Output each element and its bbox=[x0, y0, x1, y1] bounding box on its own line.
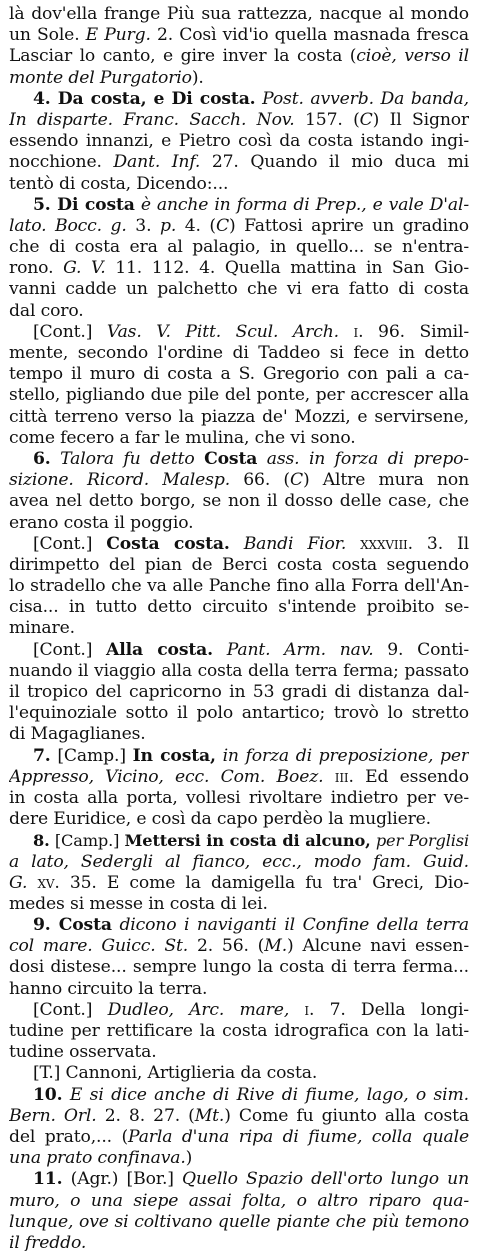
text-line bbox=[9, 491, 469, 512]
text-run: E si dice anche di Rive di fiume, lago, o sim. bbox=[69, 1084, 469, 1105]
text-run: lato. Bocc. g. bbox=[9, 215, 127, 236]
text-run: mente, secondo l'ordine di Taddeo si fece in detto bbox=[9, 343, 469, 363]
text-line bbox=[9, 1191, 469, 1212]
text-line bbox=[9, 513, 469, 534]
text-line bbox=[9, 89, 469, 110]
text-run: col mare. Guicc. St. bbox=[9, 936, 189, 957]
text-run: 11. 112. 4. Quella mattina in San Gio- bbox=[105, 258, 469, 279]
text-run: i. bbox=[304, 999, 315, 1020]
text-line bbox=[9, 597, 469, 618]
text-run: sizione. Ricord. Malesp. bbox=[9, 470, 231, 491]
text-run: una prato confinava. bbox=[9, 1148, 186, 1169]
text-run: 9. Conti- bbox=[373, 639, 469, 660]
text-run: dicono i naviganti il Confine della terra bbox=[119, 915, 469, 936]
text-run: erano costa il poggio. bbox=[9, 512, 194, 533]
text-run: 27. Quando il mio duca mi bbox=[200, 152, 469, 173]
text-run bbox=[213, 640, 227, 660]
text-line bbox=[9, 407, 469, 428]
text-run: In disparte. Franc. Sacch. Nov. bbox=[9, 109, 295, 130]
text-run bbox=[257, 449, 266, 469]
text-run: Ed essendo bbox=[353, 766, 469, 787]
text-run bbox=[230, 534, 244, 554]
text-run: tudine osservata. bbox=[9, 1042, 157, 1063]
text-line bbox=[9, 237, 469, 258]
text-run: 4. ( bbox=[176, 215, 216, 236]
text-line bbox=[9, 767, 469, 788]
text-run bbox=[195, 449, 204, 469]
text-run bbox=[346, 534, 360, 554]
text-run: in costa alla porta, vollesi rivoltare indietro per ve- bbox=[9, 787, 469, 808]
text-run: 2. 8. 27. ( bbox=[96, 1105, 195, 1126]
text-line bbox=[9, 979, 469, 1000]
text-run: dirimpetto del pian de Berci costa costa seguendo bbox=[9, 554, 469, 575]
text-run: 6. bbox=[33, 448, 51, 469]
text-line bbox=[9, 258, 469, 279]
text-run: dere Euridice, e così da capo perdèo la mugliere. bbox=[9, 809, 431, 830]
text-run: 2. Così vid'io quella masnada fresca bbox=[150, 25, 469, 46]
text-run: tempo il muro di costa a S. Gregorio con pali a ca- bbox=[9, 364, 469, 385]
text-run: cisa... in tutto detto circuito s'intende proibito se- bbox=[9, 597, 469, 618]
text-run: 35. E come la damigella fu tra' Greci, Dio- bbox=[59, 872, 469, 893]
text-run: 7. Della longi- bbox=[314, 999, 469, 1020]
text-line bbox=[9, 343, 469, 364]
text-line bbox=[9, 4, 469, 25]
text-line bbox=[9, 68, 469, 89]
text-run: l'equinoziale sotto il polo antartico; trovò lo stretto bbox=[9, 703, 469, 724]
text-run: 8. bbox=[33, 831, 50, 851]
text-run: 66. ( bbox=[230, 470, 290, 491]
text-run: Costa costa. bbox=[106, 533, 230, 554]
text-run: di Magaglianes. bbox=[9, 724, 146, 745]
text-line bbox=[9, 385, 469, 406]
text-run: Mt. bbox=[194, 1105, 225, 1126]
text-run: iii. bbox=[334, 766, 354, 787]
text-run: ass. in forza di prepo- bbox=[266, 448, 469, 469]
text-run: 7. bbox=[33, 745, 51, 766]
text-run: 96. Simil- bbox=[363, 321, 469, 342]
text-line bbox=[9, 1233, 469, 1251]
text-run: (Agr.) [Bor.] bbox=[62, 1169, 183, 1190]
text-line bbox=[9, 724, 469, 745]
text-run: ) Alcune navi essen- bbox=[287, 936, 469, 957]
text-run: in forza di preposizione, per bbox=[222, 745, 469, 766]
text-run: Dant. Inf. bbox=[113, 152, 201, 173]
text-line bbox=[9, 576, 469, 597]
text-run: muro, o una siepe assai folta, o altro riparo qua- bbox=[9, 1190, 469, 1211]
text-run: 9. Costa bbox=[33, 915, 112, 936]
text-line bbox=[9, 1148, 469, 1169]
text-run bbox=[323, 767, 334, 787]
text-line bbox=[9, 661, 469, 682]
text-run: Talora fu detto bbox=[60, 448, 195, 469]
text-run: vanni cadde un palchetto che vi era fatto di costa bbox=[9, 279, 469, 300]
text-line bbox=[9, 1212, 469, 1233]
text-run: cioè, verso il bbox=[356, 46, 469, 67]
text-run: lunque, ove si coltivano quelle piante che più temono bbox=[9, 1211, 469, 1232]
text-run: ) Il Signor bbox=[372, 109, 469, 130]
text-run: ) bbox=[185, 1148, 193, 1169]
text-run: nuando il viaggio alla costa della terra ferma; passato bbox=[9, 660, 469, 681]
text-line bbox=[9, 555, 469, 576]
text-line bbox=[9, 152, 469, 173]
text-run: 4. Da costa, e Di costa. bbox=[33, 88, 256, 109]
text-line bbox=[9, 618, 469, 639]
text-line bbox=[9, 428, 469, 449]
text-line bbox=[9, 788, 469, 809]
text-run: 11. bbox=[33, 1169, 63, 1190]
text-line bbox=[9, 301, 469, 322]
text-line bbox=[9, 1000, 469, 1021]
text-run: G. bbox=[9, 872, 28, 893]
text-run: avea nel detto borgo, se non il dosso delle case, che bbox=[9, 491, 469, 512]
text-line bbox=[9, 470, 469, 491]
text-line bbox=[9, 703, 469, 724]
text-run: p. bbox=[159, 215, 177, 236]
text-run: C bbox=[216, 215, 230, 236]
text-run: In costa, bbox=[132, 745, 216, 766]
text-run bbox=[62, 1085, 69, 1105]
text-run: a lato, Sedergli al fianco, ecc., modo fam. Guid. bbox=[9, 851, 469, 872]
text-line bbox=[9, 195, 469, 216]
text-run: un Sole. bbox=[9, 25, 86, 46]
text-run: del prato,... ( bbox=[9, 1126, 129, 1147]
text-line bbox=[9, 809, 469, 830]
text-run: 5. Di costa bbox=[33, 194, 135, 215]
text-line bbox=[9, 1085, 469, 1106]
text-run: Post. avverb. Da banda, bbox=[262, 88, 469, 109]
text-line bbox=[9, 46, 469, 67]
text-line bbox=[9, 449, 469, 470]
text-run: essendo innanzi, e Pietro così da costa istando ingi- bbox=[9, 131, 469, 152]
text-run: città terreno verso la piazza de' Mozzi, e servirsene, bbox=[9, 406, 469, 427]
text-run: ). bbox=[191, 67, 204, 88]
text-line bbox=[9, 640, 469, 661]
text-line bbox=[9, 216, 469, 237]
text-run: [Camp.] bbox=[49, 831, 125, 851]
text-run: C bbox=[359, 109, 373, 130]
text-run: C bbox=[289, 470, 303, 491]
text-line bbox=[9, 25, 469, 46]
text-line bbox=[9, 936, 469, 957]
text-run: è anche in forma di Prep., e vale D'al- bbox=[140, 194, 469, 215]
text-run: Costa bbox=[204, 448, 258, 469]
text-run: i. bbox=[353, 321, 364, 342]
text-run: xv. bbox=[37, 872, 60, 893]
text-line bbox=[9, 279, 469, 300]
text-run: Vas. V. Pitt. Scul. Arch. bbox=[106, 321, 339, 342]
text-run: Pant. Arm. nav. bbox=[226, 639, 374, 660]
text-run: Bern. Orl. bbox=[9, 1105, 97, 1126]
text-run: 3. Il bbox=[412, 533, 469, 554]
text-run: Quello Spazio dell'orto lungo un bbox=[182, 1169, 469, 1190]
text-run: tudine per rettificare la costa idrografica con la lati- bbox=[9, 1021, 469, 1041]
text-run: G. V. bbox=[63, 258, 106, 279]
text-run: [Camp.] bbox=[50, 745, 133, 766]
text-run: [Cont.] bbox=[33, 533, 107, 554]
text-line bbox=[9, 1127, 469, 1148]
text-line bbox=[9, 852, 469, 873]
text-run: hanno circuito la terra. bbox=[9, 978, 208, 999]
text-run: medes si messe in costa di lei. bbox=[9, 893, 268, 914]
text-run: lo stradello che va alle Panche fino alla Forra dell'An- bbox=[9, 576, 469, 597]
text-run: xxxviii. bbox=[360, 533, 413, 554]
text-run: nocchione. bbox=[9, 152, 114, 173]
text-run: Appresso, Vicino, ecc. Com. Boez. bbox=[9, 766, 324, 787]
text-run: che di costa era al palagio, in quello... se n'entra- bbox=[9, 237, 469, 258]
text-run bbox=[27, 873, 37, 893]
text-line bbox=[9, 131, 469, 152]
text-line bbox=[9, 1021, 469, 1042]
text-run: [Cont.] bbox=[33, 321, 107, 342]
text-run: Mettersi in costa di alcuno, bbox=[124, 831, 371, 851]
text-line bbox=[9, 915, 469, 936]
text-run: minare. bbox=[9, 618, 75, 639]
text-line bbox=[9, 322, 469, 343]
text-run: rono. bbox=[9, 258, 64, 279]
text-line bbox=[9, 682, 469, 703]
text-line bbox=[9, 534, 469, 555]
text-run: dal coro. bbox=[9, 300, 84, 321]
text-run: 157. ( bbox=[294, 109, 360, 130]
text-run: ) Fattosi aprire un gradino bbox=[229, 215, 469, 236]
text-run: Bandi Fior. bbox=[243, 533, 347, 554]
text-line bbox=[9, 1169, 469, 1190]
text-line bbox=[9, 894, 469, 915]
text-line bbox=[9, 174, 469, 195]
text-run bbox=[289, 1000, 304, 1020]
text-run: M. bbox=[264, 936, 288, 957]
text-line bbox=[9, 1042, 469, 1063]
text-run: dosi distese... sempre lungo la costa di terra ferma... bbox=[9, 957, 469, 978]
text-run: monte del Purgatorio bbox=[9, 67, 192, 88]
text-line bbox=[9, 830, 469, 851]
text-run: Dudleo, Arc. mare, bbox=[107, 999, 290, 1020]
text-run bbox=[339, 322, 354, 342]
text-run: E Purg. bbox=[85, 25, 151, 46]
text-line bbox=[9, 873, 469, 894]
text-run: Parla d'una ripa di fiume, colla quale bbox=[128, 1126, 469, 1147]
text-line bbox=[9, 957, 469, 978]
text-run: come fecero a far le mulina, che vi sono. bbox=[9, 427, 356, 448]
text-run: 2. 56. ( bbox=[188, 936, 265, 957]
text-line bbox=[9, 364, 469, 385]
text-run: tentò di costa, Dicendo:... bbox=[9, 173, 229, 194]
text-line bbox=[9, 746, 469, 767]
text-line bbox=[9, 110, 469, 131]
text-run: il freddo. bbox=[9, 1232, 87, 1251]
text-line bbox=[9, 1063, 469, 1084]
text-run: ) Come fu giunto alla costa bbox=[224, 1105, 469, 1126]
text-run: Alla costa. bbox=[106, 639, 213, 660]
text-run: il tropico del capricorno in 53 gradi di distanza dal- bbox=[9, 682, 469, 702]
text-run: Lasciar lo canto, e gire inver la costa ( bbox=[9, 46, 357, 67]
text-run: 10. bbox=[33, 1084, 63, 1105]
text-run: là dov'ella frange Più sua rattezza, nacque al mondo bbox=[9, 4, 469, 24]
text-run bbox=[216, 746, 223, 766]
text-run bbox=[51, 449, 60, 469]
text-run: [Cont.] bbox=[33, 639, 107, 660]
text-line bbox=[9, 1106, 469, 1127]
text-run: [T.] Cannoni, Artiglieria da costa. bbox=[33, 1063, 318, 1084]
text-run: ) Altre mura non bbox=[302, 470, 469, 491]
text-run: 3. bbox=[126, 215, 160, 236]
text-run: per Porglisi bbox=[375, 831, 469, 851]
text-run: stello, pigliando due pile del ponte, per accrescer alla bbox=[9, 385, 469, 406]
text-run: [Cont.] bbox=[33, 999, 108, 1020]
